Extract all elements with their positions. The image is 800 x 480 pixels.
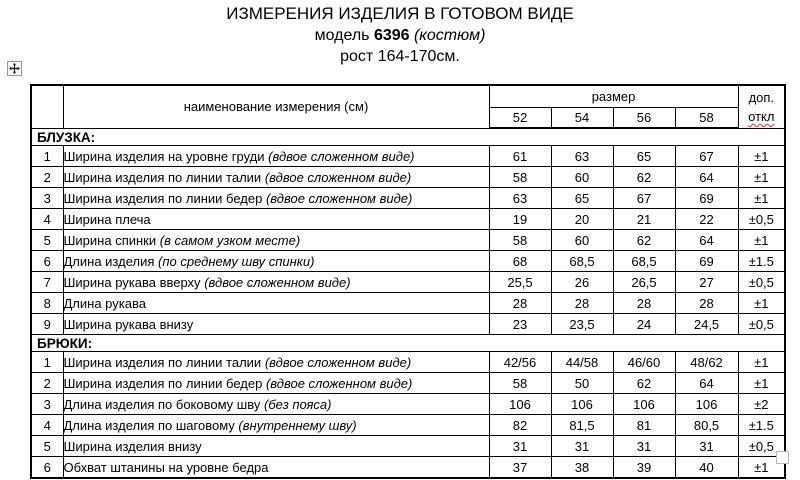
size-value: 42/56 (489, 352, 551, 373)
header-size-52: 52 (489, 108, 551, 129)
measurement-note: (вдвое сложенном виде) (265, 375, 413, 391)
measurement-name-cell (63, 251, 489, 272)
measurement-row (31, 251, 785, 272)
row-number: 9 (31, 314, 63, 335)
size-value: 58 (489, 167, 551, 188)
measurement-name: Длина изделия (63, 253, 155, 269)
row-number: 5 (31, 436, 63, 457)
row-number: 2 (31, 167, 63, 188)
measurement-name-cell (63, 167, 489, 188)
measurement-row (31, 436, 785, 457)
size-value: 38 (551, 457, 613, 479)
header-deviation (738, 85, 785, 128)
size-value: 81,5 (551, 415, 613, 436)
size-value: 40 (675, 457, 738, 479)
size-value: 58 (489, 373, 551, 394)
measurement-name-cell (63, 314, 489, 335)
section-header-row (31, 335, 785, 352)
measurement-row (31, 230, 785, 251)
size-value: 31 (675, 436, 738, 457)
size-value: 69 (675, 251, 738, 272)
size-value: 23,5 (551, 314, 613, 335)
model-label: модель (314, 27, 374, 44)
header-measurement-name: наименование измерения (см) (63, 85, 489, 128)
size-value: 61 (489, 146, 551, 167)
header-deviation-line1: доп. (748, 89, 775, 105)
measurement-note: (вдвое сложенном виде) (268, 148, 415, 164)
size-value: 106 (675, 394, 738, 415)
size-value: 28 (675, 293, 738, 314)
document-title (0, 4, 800, 67)
measurement-name-cell (63, 415, 489, 436)
measurement-name: Ширина спинки (63, 232, 157, 248)
deviation-value: ±2 (738, 394, 785, 415)
measurement-name: Ширина изделия на уровне груди (63, 148, 265, 164)
measurement-row (31, 209, 785, 230)
deviation-value: ±0,5 (738, 209, 785, 230)
size-value: 31 (551, 436, 613, 457)
measurement-note: (внутреннему шву) (238, 417, 357, 433)
measurement-name: Ширина изделия по линии талии (63, 354, 262, 370)
header-number-col (31, 85, 63, 128)
measurement-note: (в самом узком месте) (159, 232, 301, 248)
section-header-row (31, 128, 785, 146)
table-move-handle-icon[interactable] (7, 61, 22, 76)
size-value: 68,5 (551, 251, 613, 272)
measurement-name-cell (63, 293, 489, 314)
size-value: 68,5 (613, 251, 675, 272)
measurement-row (31, 293, 785, 314)
deviation-value: ±1 (738, 293, 785, 314)
size-value: 58 (489, 230, 551, 251)
measurement-name-cell (63, 146, 489, 167)
measurement-name: Длина рукава (63, 295, 146, 311)
measurement-name-cell (63, 373, 489, 394)
measurement-name: Ширина изделия внизу (63, 438, 202, 454)
measurement-name: Ширина изделия по линии талии (63, 169, 262, 185)
size-value: 60 (551, 167, 613, 188)
row-number: 4 (31, 209, 63, 230)
deviation-value: ±1 (738, 230, 785, 251)
measurement-name-cell (63, 188, 489, 209)
size-value: 44/58 (551, 352, 613, 373)
row-number: 1 (31, 352, 63, 373)
deviation-value: ±1 (738, 457, 785, 479)
measurement-note: (без пояса) (263, 396, 332, 412)
deviation-value: ±0,5 (738, 314, 785, 335)
size-value: 48/62 (675, 352, 738, 373)
size-value: 23 (489, 314, 551, 335)
size-value: 67 (613, 188, 675, 209)
size-value: 28 (489, 293, 551, 314)
size-value: 26,5 (613, 272, 675, 293)
measurement-row (31, 167, 785, 188)
size-value: 26 (551, 272, 613, 293)
size-value: 22 (675, 209, 738, 230)
size-value: 63 (489, 188, 551, 209)
measurement-name: Ширина изделия по линии бедер (63, 190, 263, 206)
measurement-name: Обхват штанины на уровне бедра (63, 459, 269, 475)
row-number: 6 (31, 251, 63, 272)
measurement-name-cell (63, 230, 489, 251)
row-number: 2 (31, 373, 63, 394)
row-number: 8 (31, 293, 63, 314)
row-number: 6 (31, 457, 63, 479)
size-value: 37 (489, 457, 551, 479)
measurement-name: Длина изделия по боковому шву (63, 396, 261, 412)
measurement-name: Ширина рукава внизу (63, 316, 194, 332)
size-value: 81 (613, 415, 675, 436)
deviation-value: ±1 (738, 352, 785, 373)
row-number: 4 (31, 415, 63, 436)
measurement-name: Ширина плеча (63, 211, 151, 227)
size-value: 80,5 (675, 415, 738, 436)
model-type: (костюм) (409, 27, 486, 44)
row-number: 5 (31, 230, 63, 251)
title-line-2 (0, 26, 800, 46)
measurement-row (31, 352, 785, 373)
size-value: 106 (613, 394, 675, 415)
measurement-name-cell (63, 394, 489, 415)
measurement-row (31, 146, 785, 167)
size-value: 106 (551, 394, 613, 415)
deviation-value: ±1.5 (738, 251, 785, 272)
size-value: 24,5 (675, 314, 738, 335)
measurement-note: (вдвое сложенном виде) (204, 274, 351, 290)
size-value: 60 (551, 230, 613, 251)
size-value: 25,5 (489, 272, 551, 293)
measurement-row (31, 314, 785, 335)
deviation-value: ±1 (738, 373, 785, 394)
size-value: 31 (613, 436, 675, 457)
title-line-3: рост 164-170см. (340, 48, 460, 65)
section-label: БЛУЗКА: (31, 128, 785, 146)
size-value: 68 (489, 251, 551, 272)
size-value: 65 (613, 146, 675, 167)
size-value: 20 (551, 209, 613, 230)
measurement-name: Ширина изделия по линии бедер (63, 375, 263, 391)
row-number: 3 (31, 188, 63, 209)
size-value: 62 (613, 373, 675, 394)
measurement-note: (вдвое сложенном виде) (264, 169, 412, 185)
size-value: 106 (489, 394, 551, 415)
size-value: 62 (613, 167, 675, 188)
size-value: 65 (551, 188, 613, 209)
title-line-1: ИЗМЕРЕНИЯ ИЗДЕЛИЯ В ГОТОВОМ ВИДЕ (226, 4, 574, 23)
measurement-name-cell (63, 352, 489, 373)
measurement-note: (вдвое сложенном виде) (265, 190, 413, 206)
size-value: 39 (613, 457, 675, 479)
size-value: 64 (675, 167, 738, 188)
measurement-row (31, 373, 785, 394)
size-value: 24 (613, 314, 675, 335)
deviation-value: ±1 (738, 167, 785, 188)
table-resize-handle[interactable] (776, 451, 789, 464)
measurement-note: (вдвое сложенном виде) (264, 354, 412, 370)
measurement-row (31, 394, 785, 415)
measurement-row (31, 188, 785, 209)
header-size-56: 56 (613, 108, 675, 129)
size-value: 21 (613, 209, 675, 230)
measurement-name: Ширина рукава вверху (63, 274, 201, 290)
header-size-54: 54 (551, 108, 613, 129)
row-number: 3 (31, 394, 63, 415)
model-number: 6396 (373, 27, 410, 44)
measurement-name-cell (63, 457, 489, 479)
row-number: 1 (31, 146, 63, 167)
measurement-note: (по среднему шву спинки) (158, 253, 315, 269)
header-row-1 (31, 85, 785, 108)
size-value: 27 (675, 272, 738, 293)
header-size-group: размер (489, 85, 738, 108)
size-value: 67 (675, 146, 738, 167)
move-cross-icon (9, 63, 20, 74)
table-header (31, 85, 785, 128)
measurement-name-cell (63, 272, 489, 293)
measurement-name-cell (63, 436, 489, 457)
size-value: 46/60 (613, 352, 675, 373)
size-value: 63 (551, 146, 613, 167)
size-value: 28 (551, 293, 613, 314)
size-value: 82 (489, 415, 551, 436)
measurement-name: Длина изделия по шаговому (63, 417, 235, 433)
size-value: 64 (675, 373, 738, 394)
header-size-58: 58 (675, 108, 738, 129)
measurement-name-cell (63, 209, 489, 230)
size-value: 64 (675, 230, 738, 251)
size-value: 50 (551, 373, 613, 394)
measurement-row (31, 457, 785, 479)
deviation-value: ±1 (738, 188, 785, 209)
size-value: 69 (675, 188, 738, 209)
deviation-value: ±0,5 (738, 272, 785, 293)
deviation-value: ±1 (738, 146, 785, 167)
section-label: БРЮКИ: (31, 335, 785, 352)
row-number: 7 (31, 272, 63, 293)
deviation-value: ±0,5 (738, 436, 785, 457)
measurement-table-rows (31, 128, 785, 478)
measurement-row (31, 272, 785, 293)
size-value: 62 (613, 230, 675, 251)
size-value: 19 (489, 209, 551, 230)
size-value: 31 (489, 436, 551, 457)
header-deviation-line2: откл (748, 108, 775, 124)
measurement-table (30, 84, 786, 479)
size-value: 28 (613, 293, 675, 314)
deviation-value: ±1.5 (738, 415, 785, 436)
measurement-row (31, 415, 785, 436)
